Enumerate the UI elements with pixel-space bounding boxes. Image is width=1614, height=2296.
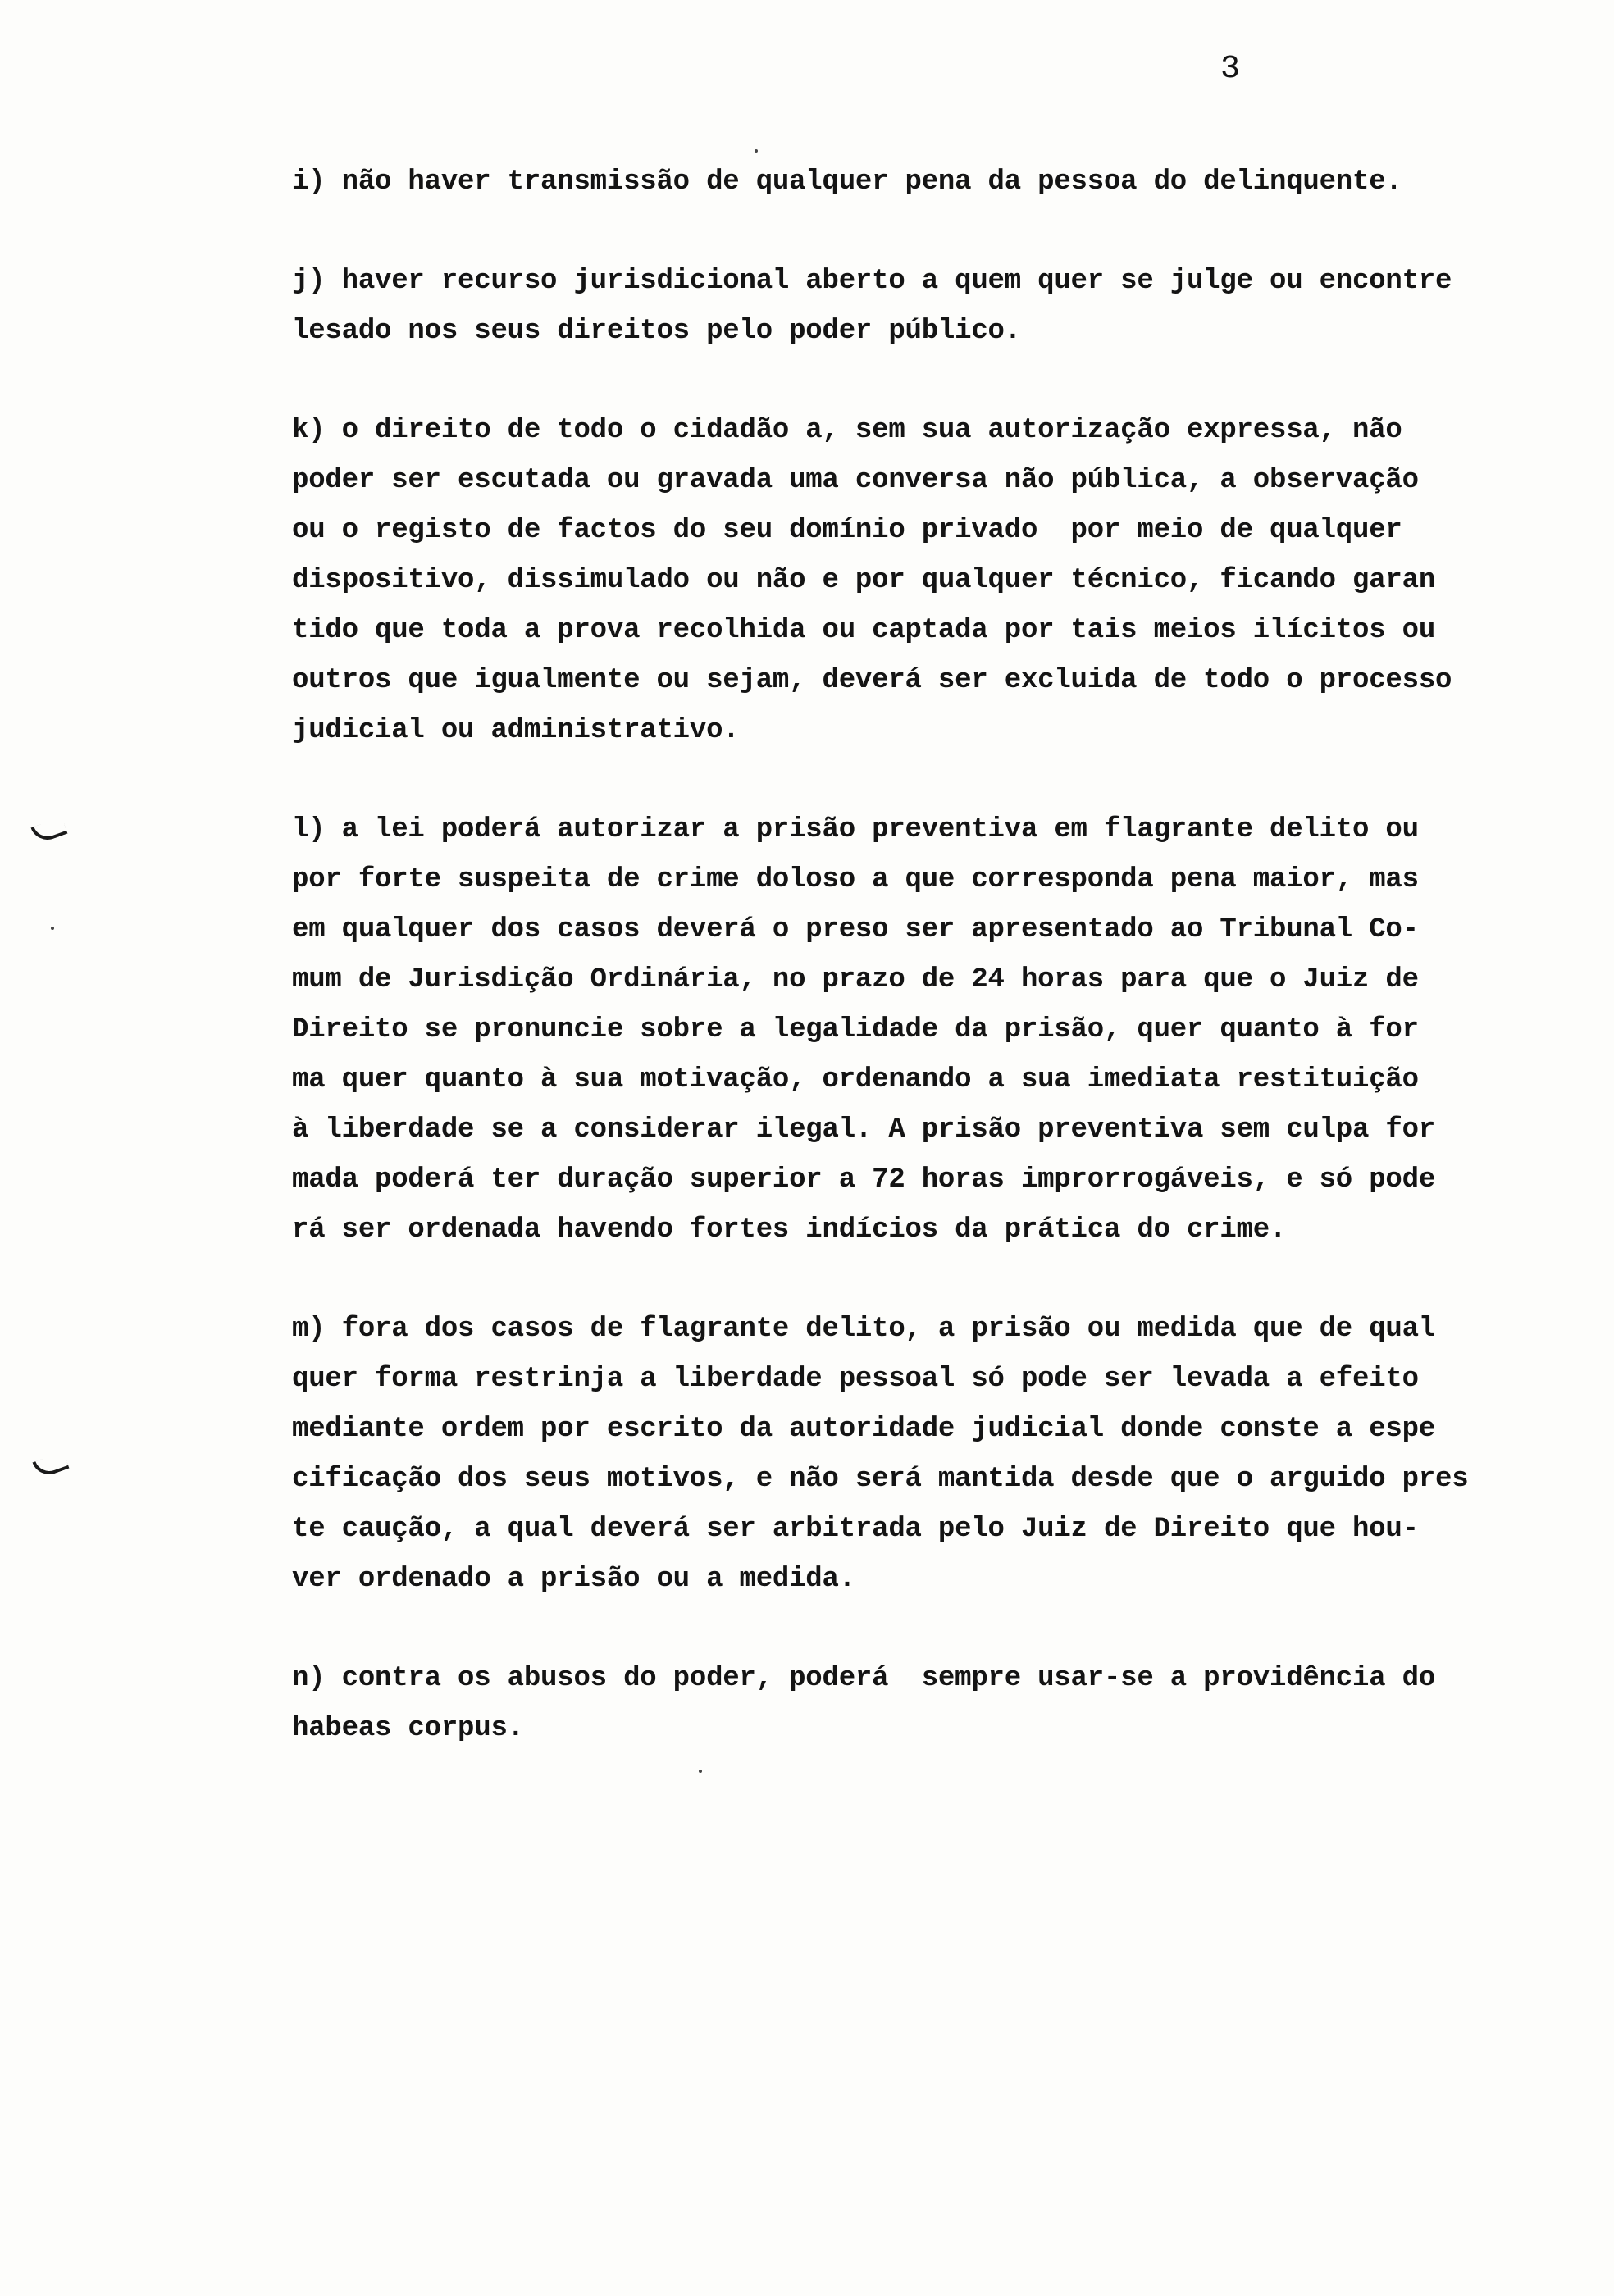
paragraph-l (292, 805, 1571, 1255)
margin-speck (755, 149, 758, 153)
text-line: ver ordenado a prisão ou a medida. (292, 1564, 855, 1595)
text-line: Direito se pronuncie sobre a legalidade da prisão, quer quanto à for (292, 1014, 1419, 1046)
paragraph-k (292, 406, 1571, 756)
text-line: rá ser ordenada havendo fortes indícios da prática do crime. (292, 1214, 1287, 1246)
margin-mark-bottom (32, 1451, 69, 1479)
text-line: poder ser escutada ou gravada uma conversa não pública, a observação (292, 465, 1419, 496)
text-line: te caução, a qual deverá ser arbitrada pelo Juiz de Direito que hou- (292, 1514, 1419, 1545)
paragraph-m (292, 1305, 1571, 1605)
text-line: por forte suspeita de crime doloso a que corresponda pena maior, mas (292, 864, 1419, 895)
text-line: em qualquer dos casos deverá o preso ser apresentado ao Tribunal Co- (292, 914, 1419, 945)
margin-mark-top (30, 817, 67, 845)
paragraph-i (292, 157, 1571, 207)
margin-speck (699, 1770, 702, 1773)
text-line: k) o direito de todo o cidadão a, sem sua autorização expressa, não (292, 415, 1402, 446)
text-line: outros que igualmente ou sejam, deverá ser excluida de todo o processo (292, 665, 1452, 696)
text-line: dispositivo, dissimulado ou não e por qualquer técnico, ficando garan (292, 565, 1436, 596)
margin-speck (51, 927, 54, 930)
text-line: mediante ordem por escrito da autoridade judicial donde conste a espe (292, 1414, 1436, 1445)
page-number: 3 (1220, 51, 1241, 88)
text-line: à liberdade se a considerar ilegal. A prisão preventiva sem culpa for (292, 1114, 1436, 1146)
text-line: j) haver recurso jurisdicional aberto a quem quer se julge ou encontre (292, 266, 1452, 297)
text-line: lesado nos seus direitos pelo poder público. (292, 316, 1021, 347)
text-line: quer forma restrinja a liberdade pessoal só pode ser levada a efeito (292, 1364, 1419, 1395)
paragraph-j (292, 257, 1571, 357)
text-line: l) a lei poderá autorizar a prisão preventiva em flagrante delito ou (292, 814, 1419, 845)
text-line: habeas corpus. (292, 1713, 524, 1744)
text-line: m) fora dos casos de flagrante delito, a prisão ou medida que de qual (292, 1314, 1436, 1345)
text-line: tido que toda a prova recolhida ou captada por tais meios ilícitos ou (292, 615, 1436, 646)
text-line: n) contra os abusos do poder, poderá sempre usar-se a providência do (292, 1663, 1436, 1694)
document-body (292, 157, 1571, 1754)
text-line: ou o registo de factos do seu domínio privado por meio de qualquer (292, 515, 1402, 546)
paragraph-n (292, 1654, 1571, 1754)
text-line: cificação dos seus motivos, e não será mantida desde que o arguido pres (292, 1464, 1469, 1495)
text-line: i) não haver transmissão de qualquer pena da pessoa do delinquente. (292, 166, 1402, 198)
text-line: judicial ou administrativo. (292, 715, 740, 746)
text-line: mada poderá ter duração superior a 72 horas improrrogáveis, e só pode (292, 1164, 1436, 1196)
text-line: mum de Jurisdição Ordinária, no prazo de 24 horas para que o Juiz de (292, 964, 1419, 995)
text-line: ma quer quanto à sua motivação, ordenando a sua imediata restituição (292, 1064, 1419, 1096)
